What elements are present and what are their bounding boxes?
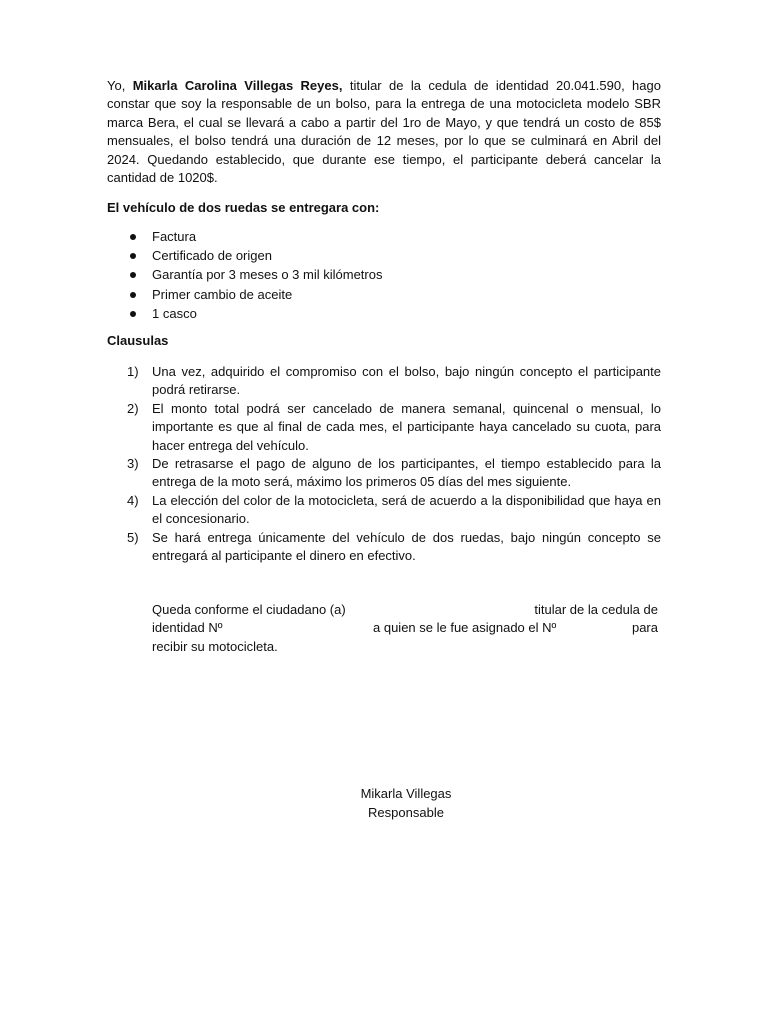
bullet-icon xyxy=(130,272,136,278)
signature-block xyxy=(0,785,768,822)
clause-item xyxy=(107,455,661,492)
conformity-statement xyxy=(152,601,658,656)
clause-number: 1) xyxy=(127,364,139,379)
delivery-heading: El vehículo de dos ruedas se entregara con: xyxy=(107,200,380,215)
clause-number: 3) xyxy=(127,456,139,472)
clause-text: Una vez, adquirido el compromiso con el bolso, bajo ningún concepto el participante podrá retirarse. xyxy=(152,364,661,398)
clause-text: El monto total podrá ser cancelado de manera semanal, quincenal o mensual, lo importante es que al final de cada mes, el participante haya cancelado su cuota, para hacer entrega del vehículo. xyxy=(152,400,661,453)
clause-item xyxy=(107,363,661,400)
clause-number: 2) xyxy=(127,400,139,416)
conformity-line-1: Queda conforme el ciudadano (a) titular de la cedula de xyxy=(152,602,658,617)
intro-prefix: Yo, xyxy=(107,78,133,93)
list-item: Garantía por 3 meses o 3 mil kilómetros xyxy=(107,265,661,284)
conformity-line-3: recibir su motocicleta. xyxy=(152,638,278,654)
bullet-icon xyxy=(130,311,136,317)
clause-item xyxy=(107,492,661,529)
bullet-icon xyxy=(130,292,136,298)
clause-number: 4) xyxy=(127,492,139,508)
intro-paragraph xyxy=(107,77,661,187)
intro-body: titular de la cedula de identidad 20.041.590, hago constar que soy la responsable de un bolso, para la entrega de una motocicleta modelo SBR marca Bera, el cual se llevará a cabo a partir del 1ro de Mayo, y que tendrá un costo de 85$ mensuales, el bolso tendrá una duración de 12 meses, por lo que se culminará en Abril del 2024. Quedando establecido, que durante ese tiempo, el participante deberá cancelar la cantidad de 1020$. xyxy=(107,78,661,186)
clauses-heading: Clausulas xyxy=(107,333,169,348)
clause-text: De retrasarse el pago de alguno de los participantes, el tiempo establecido para la entrega de la moto será, máximo los primeros 05 días del mes siguiente. xyxy=(152,456,661,490)
list-item: Certificado de origen xyxy=(107,246,661,265)
signer-role: Responsable xyxy=(368,804,444,820)
list-item: Factura xyxy=(107,227,661,246)
clause-text: La elección del color de la motocicleta, será de acuerdo a la disponibilidad que haya en el concesionario. xyxy=(152,492,661,527)
clause-number: 5) xyxy=(127,529,139,545)
clause-item xyxy=(107,529,661,566)
list-item: 1 casco xyxy=(107,304,661,323)
bullet-icon xyxy=(130,253,136,259)
signer-name: Mikarla Villegas xyxy=(360,786,452,801)
responsible-name: Mikarla Carolina Villegas Reyes, xyxy=(132,78,343,93)
list-item: Primer cambio de aceite xyxy=(107,285,661,304)
delivery-list xyxy=(107,227,661,323)
clause-item xyxy=(107,400,661,455)
conformity-line-2: identidad Nº a quien se le fue asignado el Nº para xyxy=(152,620,658,636)
bullet-icon xyxy=(130,234,136,240)
clause-text: Se hará entrega únicamente del vehículo de dos ruedas, bajo ningún concepto se entregará al participante el dinero en efectivo. xyxy=(152,529,661,564)
clauses-list xyxy=(107,363,661,565)
